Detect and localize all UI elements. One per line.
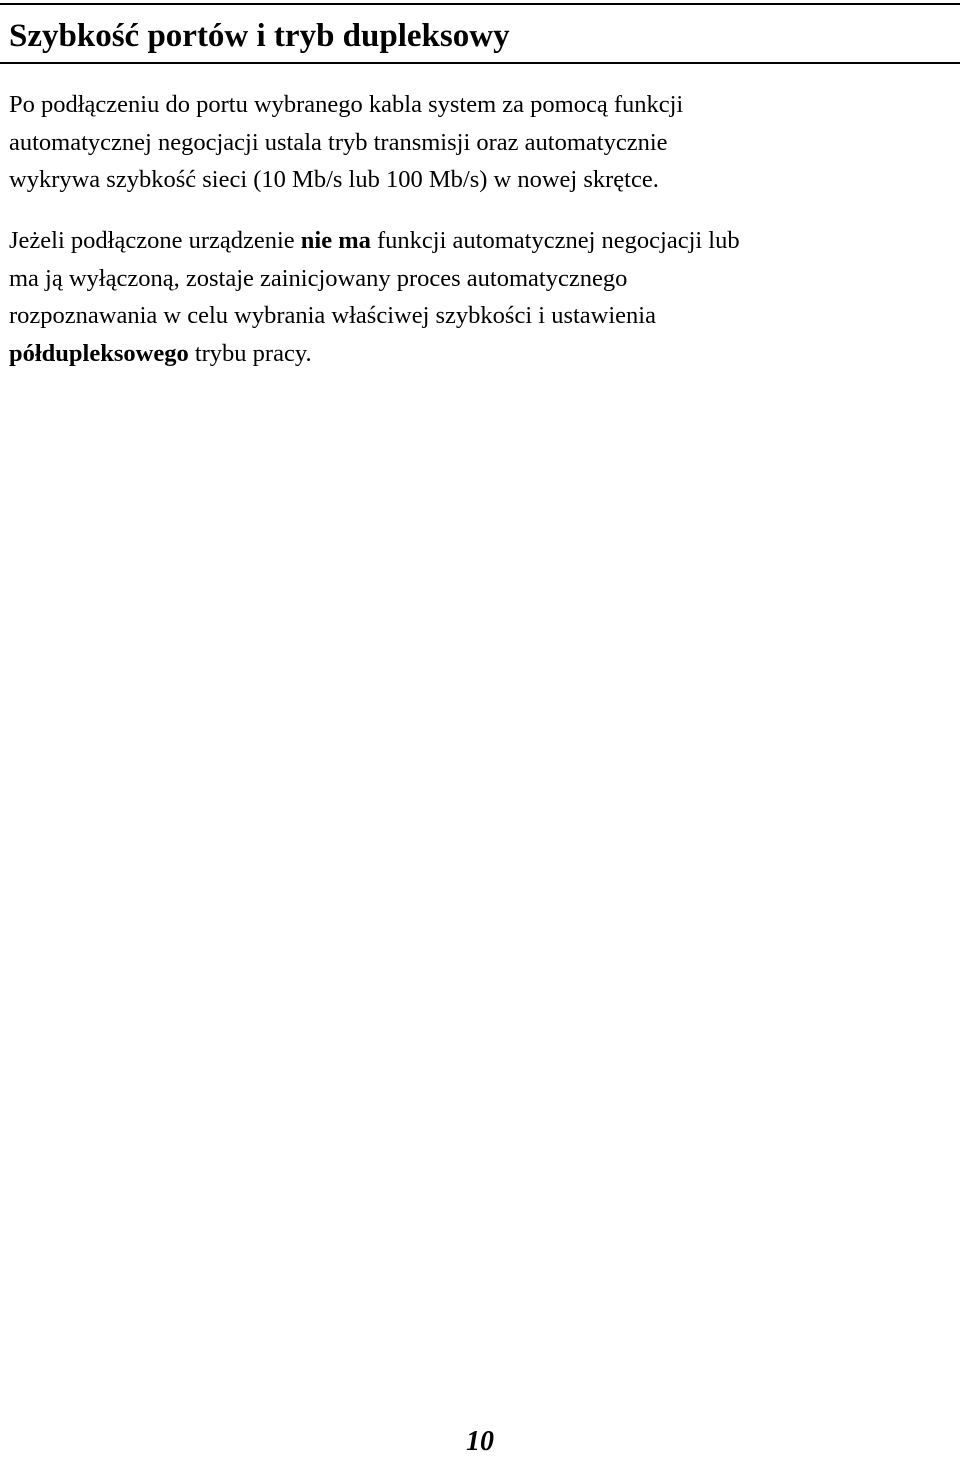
heading-bottom-rule xyxy=(0,62,960,64)
bold-phrase-nie-ma: nie ma xyxy=(300,227,371,254)
paragraph-line xyxy=(9,335,954,373)
bold-phrase-polduplex: półdupleksowego xyxy=(9,339,189,367)
text-run: funkcji automatycznej negocjacji lub xyxy=(370,227,740,254)
text-run: trybu pracy. xyxy=(188,339,312,367)
paragraph-line: ma ją wyłączoną, zostaje zainicjowany proces automatycznego xyxy=(9,264,628,292)
paragraph-line xyxy=(9,222,954,260)
paragraph-autonegotiation xyxy=(9,86,954,199)
paragraph-line: automatycznej negocjacji ustala tryb transmisji oraz automatycznie xyxy=(9,128,668,156)
paragraph-line: rozpoznawania w celu wybrania właściwej szybkości i ustawienia xyxy=(9,302,656,329)
paragraph-fallback-detection xyxy=(9,222,954,372)
paragraph-line: wykrywa szybkość sieci (10 Mb/s lub 100 Mb/s) w nowej skrętce. xyxy=(9,166,659,193)
heading-top-rule xyxy=(0,3,960,5)
page-number: 10 xyxy=(466,1426,494,1457)
section-heading: Szybkość portów i tryb dupleksowy xyxy=(9,18,510,54)
paragraph-line: Po podłączeniu do portu wybranego kabla system za pomocą funkcji xyxy=(9,91,684,118)
text-run: Jeżeli podłączone urządzenie xyxy=(9,227,301,254)
